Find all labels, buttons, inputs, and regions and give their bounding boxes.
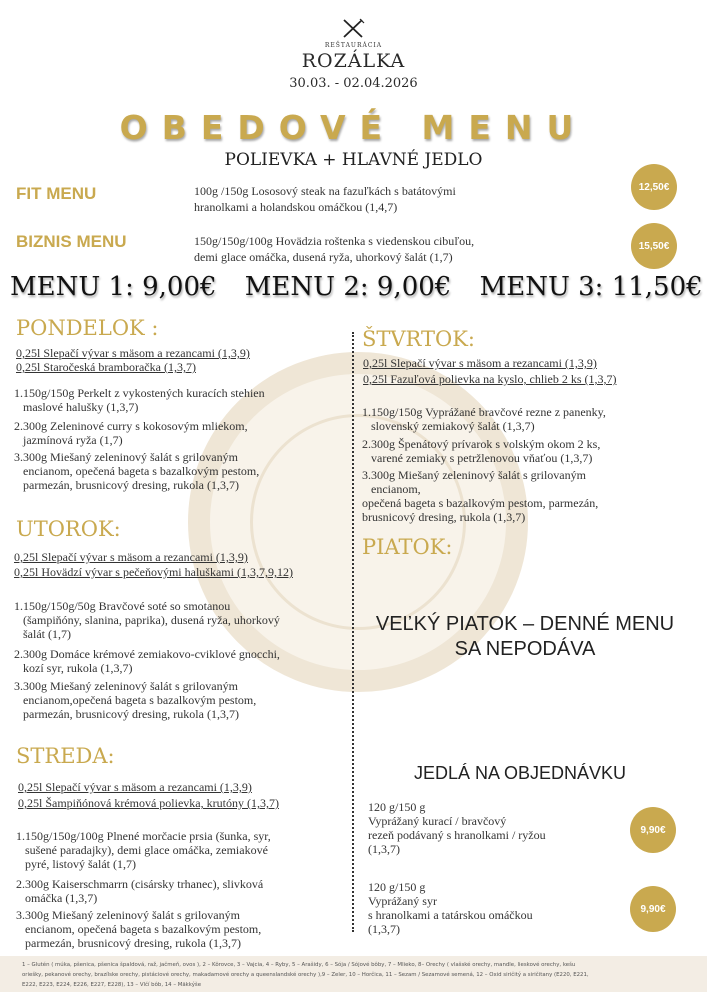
dish-item (14, 419, 344, 447)
order-item-line: Vyprážaný syr (368, 894, 437, 908)
dish-item (16, 877, 351, 905)
soup-item: 0,25l Slepačí vývar s mäsom a rezancami (1,3,9) (18, 780, 252, 794)
order-item-line: 120 g/150 g (368, 800, 426, 814)
soup-item: 0,25l Slepačí vývar s mäsom a rezancami (1,3,9) (363, 356, 597, 370)
page-subtitle: POLIEVKA + HLAVNÉ JEDLO (224, 150, 483, 170)
dish-line: 2.300g Kaiserschmarrn (cisársky trhanec), slivková (16, 877, 264, 891)
dish-line: (šampiňóny, slanina, paprika), dusená ryža, uhorkový (23, 613, 280, 627)
orders-title: JEDLÁ NA OBJEDNÁVKU (413, 763, 627, 783)
dish-line: parmezán, brusnicový dresing, rukola (1,3,7) (25, 936, 241, 950)
soup-item: 0,25l Fazuľová polievka na kyslo, chlieb 2 ks (1,3,7) (363, 372, 617, 386)
fit-menu-desc-line: hranolkami a holandskou omáčkou (1,4,7) (194, 200, 398, 214)
soup-item: 0,25l Slepačí vývar s mäsom a rezancami (1,3,9) (14, 550, 248, 564)
dish-line: šalát (1,7) (23, 627, 71, 641)
order-item (368, 880, 618, 936)
knife-fork-icon (341, 18, 365, 38)
dish-item (14, 679, 349, 721)
dish-line: encianom, (371, 482, 421, 496)
dish-item (14, 450, 344, 492)
dish-line: kozí syr, rukola (1,3,7) (23, 661, 133, 675)
dish-item (14, 647, 349, 675)
dish-line: sušené paradajky), demi glace omáčka, zemiakové (25, 843, 268, 857)
menu-3-price: MENU 3: 11,50€ (479, 272, 703, 302)
dish-item (16, 829, 351, 871)
dish-line: 1.150g/150g Vyprážané bravčové rezne z panenky, (362, 405, 606, 419)
dish-line: 3.300g Miešaný zeleninový šalát s grilovaným (14, 679, 238, 693)
page-title: OBEDOVÉ MENU (119, 108, 588, 147)
order-item-line: 120 g/150 g (368, 880, 426, 894)
dish-line: 3.300g Miešaný zeleninový šalát s grilovaným (14, 450, 238, 464)
piatok-notice-line: VEĽKÝ PIATOK – DENNÉ MENU (375, 613, 675, 635)
dish-line: slovenský zemiakový šalát (1,3,7) (371, 419, 535, 433)
dish-line: 1.150g/150g/100g Plnené morčacie prsia (šunka, syr, (16, 829, 271, 843)
piatok-notice (360, 612, 690, 662)
dish-line: parmezán, brusnicový dresing, rukola (1,3,7) (23, 707, 239, 721)
dish-line: 3.300g Miešaný zeleninový šalát s grilovaným (16, 908, 240, 922)
dish-item (16, 908, 351, 950)
dish-line: encianom, opečená bageta s bazalkovým pestom, (25, 922, 262, 936)
dish-line: parmezán, brusnicový dresing, rukola (1,3,7) (23, 478, 239, 492)
allergen-line: E222, E223, E224, E226, E227, E228), 13 – Vlčí bôb, 14 – Mäkkýše (22, 982, 202, 988)
order-item-line: Vyprážaný kurací / bravčový (368, 814, 507, 828)
order-item (368, 800, 618, 856)
dish-line: 2.300g Špenátový prívarok s volským okom 2 ks, (362, 437, 601, 451)
dish-item (362, 405, 697, 433)
piatok-notice-line: SA NEPODÁVA (454, 638, 596, 660)
restaurant-label: REŠTAURÁCIA (324, 42, 383, 49)
fit-menu-desc-line: 100g /150g Lososový steak na fazuľkách s batátovými (194, 184, 456, 198)
fit-menu-label: FIT MENU (16, 184, 97, 203)
allergen-footer (0, 956, 707, 992)
order-item-line: (1,3,7) (368, 842, 400, 856)
order-price-badge: 9,90€ (630, 807, 676, 853)
dish-item (14, 599, 349, 641)
dish-line: encianom,opečená bageta s bazalkovým pestom, (23, 693, 257, 707)
dish-line: 2.300g Zeleninové curry s kokosovým mliekom, (14, 419, 248, 433)
fit-menu-price-badge: 12,50€ (631, 164, 677, 210)
soup-item: 0,25l Slepačí vývar s mäsom a rezancami (1,3,9) (16, 346, 250, 360)
soup-item: 0,25l Hovädzí vývar s pečeňovými haluškami (1,3,7,9,12) (14, 565, 293, 579)
day-heading-piatok: PIATOK: (362, 535, 453, 559)
allergen-line: oriešky, pekanové orechy, brazílske orechy, pistáciové orechy, makadamové orechy a queenslandské orechy ),9 – Zeler, 10 – Horčica, 11 – Sezam / Sezamové semená, 12 – Oxid siričitý a siričitany (E220, E221, (22, 972, 589, 978)
day-heading-streda: STREDA: (16, 744, 115, 768)
column-divider (352, 332, 354, 932)
dish-line: maslové halušky (1,3,7) (23, 400, 139, 414)
dish-line: pyré, listový šalát (1,7) (25, 857, 136, 871)
dish-item (362, 468, 697, 524)
restaurant-name: ROZÁLKA (301, 50, 406, 72)
dish-line: brusnicový dresing, rukola (1,3,7) (362, 510, 526, 524)
order-item-line: s hranolkami a tatárskou omáčkou (368, 908, 533, 922)
order-item-line: (1,3,7) (368, 922, 400, 936)
biznis-menu-label: BIZNIS MENU (16, 232, 127, 251)
biznis-menu-desc-line: demi glace omáčka, dusená ryža, uhorkový šalát (1,7) (194, 250, 453, 264)
dish-item (14, 386, 344, 414)
dish-line: 1.150g/150g Perkelt z vykostených kuracích stehien (14, 386, 265, 400)
dish-line: varené zemiaky s petržlenovou vňaťou (1,3,7) (371, 451, 593, 465)
dish-line: opečená bageta s bazalkovým pestom, parmezán, (362, 496, 599, 510)
biznis-menu-price-badge: 15,50€ (631, 223, 677, 269)
soup-item: 0,25l Šampiňónová krémová polievka, krutóny (1,3,7) (18, 796, 279, 810)
menu-1-price: MENU 1: 9,00€ (10, 272, 217, 302)
day-heading-stvrtok: ŠTVRTOK: (362, 327, 475, 351)
menu-prices-row (0, 272, 707, 302)
dish-line: 2.300g Domáce krémové zemiakovo-cviklové gnocchi, (14, 647, 280, 661)
dish-item (362, 437, 697, 465)
dish-line: omáčka (1,3,7) (25, 891, 98, 905)
menu-dates: 30.03. - 02.04.2026 (289, 76, 418, 91)
order-item-line: rezeň podávaný s hranolkami / ryžou (368, 828, 546, 842)
dish-line: encianom, opečená bageta s bazalkovým pestom, (23, 464, 260, 478)
day-heading-utorok: UTOROK: (16, 517, 121, 541)
dish-line: 1.150g/150g/50g Bravčové soté so smotanou (14, 599, 231, 613)
biznis-menu-description (194, 233, 594, 265)
dish-line: 3.300g Miešaný zeleninový šalát s grilovaným (362, 468, 586, 482)
soup-item: 0,25l Staročeská bramboračka (1,3,7) (16, 360, 196, 374)
biznis-menu-desc-line: 150g/150g/100g Hovädzia roštenka s viedenskou cibuľou, (194, 234, 475, 248)
order-price-badge: 9,90€ (630, 886, 676, 932)
allergen-line: 1 – Glutén ( múka, pšenica, pšenica špaldová, raž, jačmeň, ovos ), 2 – Kôrovce, 3 – Vajcia, 4 – Ryby, 5 – Arašidy, 6 – Sója / Sójové bôby, 7 – Mlieko, 8– Orechy ( vlašské orechy, mandle, lieskové orechy, kešu (22, 962, 576, 968)
dish-line: jazmínová ryža (1,7) (23, 433, 123, 447)
menu-2-price: MENU 2: 9,00€ (244, 272, 452, 302)
fit-menu-description (194, 183, 594, 215)
day-heading-pondelok: PONDELOK : (16, 316, 159, 340)
